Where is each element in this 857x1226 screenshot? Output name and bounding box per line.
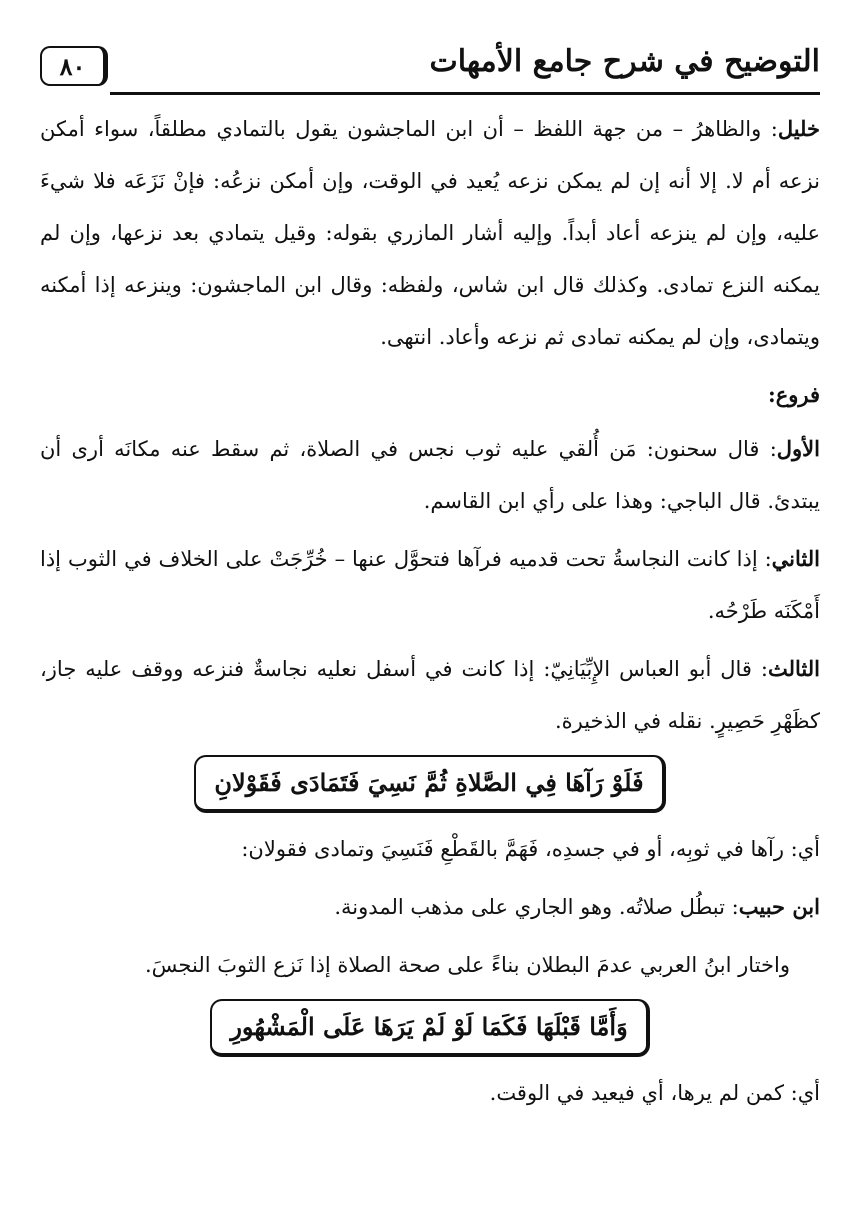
paragraph-first	[40, 423, 820, 527]
paragraph-khalil	[40, 103, 820, 363]
page-body	[40, 103, 820, 1125]
matn-box-1: فَلَوْ رَآهَا فِي الصَّلاةِ ثُمَّ نَسِيَ فَتَمَادَى فَقَوْلانِ	[194, 755, 665, 813]
paragraph-explain-2: أي: كمن لم يرها، أي فيعيد في الوقت.	[489, 1081, 820, 1105]
paragraph-ibn-habib	[40, 881, 820, 933]
furu-heading: فروع:	[767, 382, 820, 407]
header-rule	[110, 92, 820, 95]
ibn-habib-text: : تبطُل صلاتُه. وهو الجاري على مذهب المدونة.	[334, 895, 739, 919]
paragraph-ibn-arabi: واختار ابنُ العربي عدمَ البطلان بناءً على صحة الصلاة إذا نَزع الثوبَ النجسَ.	[144, 953, 790, 977]
second-label: الثاني	[771, 546, 820, 571]
paragraph-explain-1: أي: رآها في ثوبِه، أو في جسدِه، فَهَمَّ بالقَطْعِ فَنَسِيَ وتمادى فقولان:	[241, 837, 820, 861]
matn-box-2-wrap	[40, 999, 820, 1057]
first-text: : قال سحنون: مَن أُلقي عليه ثوب نجس في الصلاة، ثم سقط عنه مكانَه أرى أن يبتدئ. قال الباجي: وهذا على رأي ابن القاسم.	[40, 437, 820, 513]
matn-box-2: وَأَمَّا قَبْلَهَا فَكَمَا لَوْ لَمْ يَرَهَا عَلَى الْمَشْهُورِ	[210, 999, 649, 1057]
second-text: : إذا كانت النجاسةُ تحت قدميه فرآها فتحوَّل عنها – خُرِّجَتْ على الخلاف في الثوب إذا أَمْكَنَه طَرْحُه.	[40, 547, 820, 623]
khalil-label: خليل	[777, 116, 820, 141]
paragraph-third	[40, 643, 820, 747]
page-header	[40, 38, 820, 96]
third-text: : قال أبو العباس الإِبِّيَانِيّ: إذا كانت في أسفل نعليه نجاسةٌ فنزعه ووقف عليه جاز، كظَهْرِ حَصِيرٍ. نقله في الذخيرة.	[40, 657, 820, 733]
page-number: ٨٠	[40, 46, 108, 86]
khalil-text: : والظاهرُ – من جهة اللفظ – أن ابن الماجشون يقول بالتمادي مطلقاً، سواء أمكن نزعه أم لا. إلا أنه إن لم يمكن نزعه يُعيد في الوقت، وإن أمكن نزعُه: فإنْ نَزَعَه فلا شيءَ عليه، وإن لم ينزعه أعاد أبداً. وإليه أشار المازري بقوله: وقيل يتمادي بعد نزعها، وإن لم يمكنه النزع تمادى. وكذلك قال ابن شاس، ولفظه: وقال ابن الماجشون: وينزعه إذا أمكنه ويتمادى، وإن لم يمكنه تمادى ثم نزعه وأعاد. انتهى.	[40, 117, 820, 349]
paragraph-second	[40, 533, 820, 637]
matn-box-1-wrap	[40, 755, 820, 813]
first-label: الأول	[776, 436, 820, 461]
book-title: التوضيح في شرح جامع الأمهات	[429, 44, 820, 79]
ibn-habib-label: ابن حبيب	[738, 894, 820, 919]
third-label: الثالث	[768, 656, 820, 681]
